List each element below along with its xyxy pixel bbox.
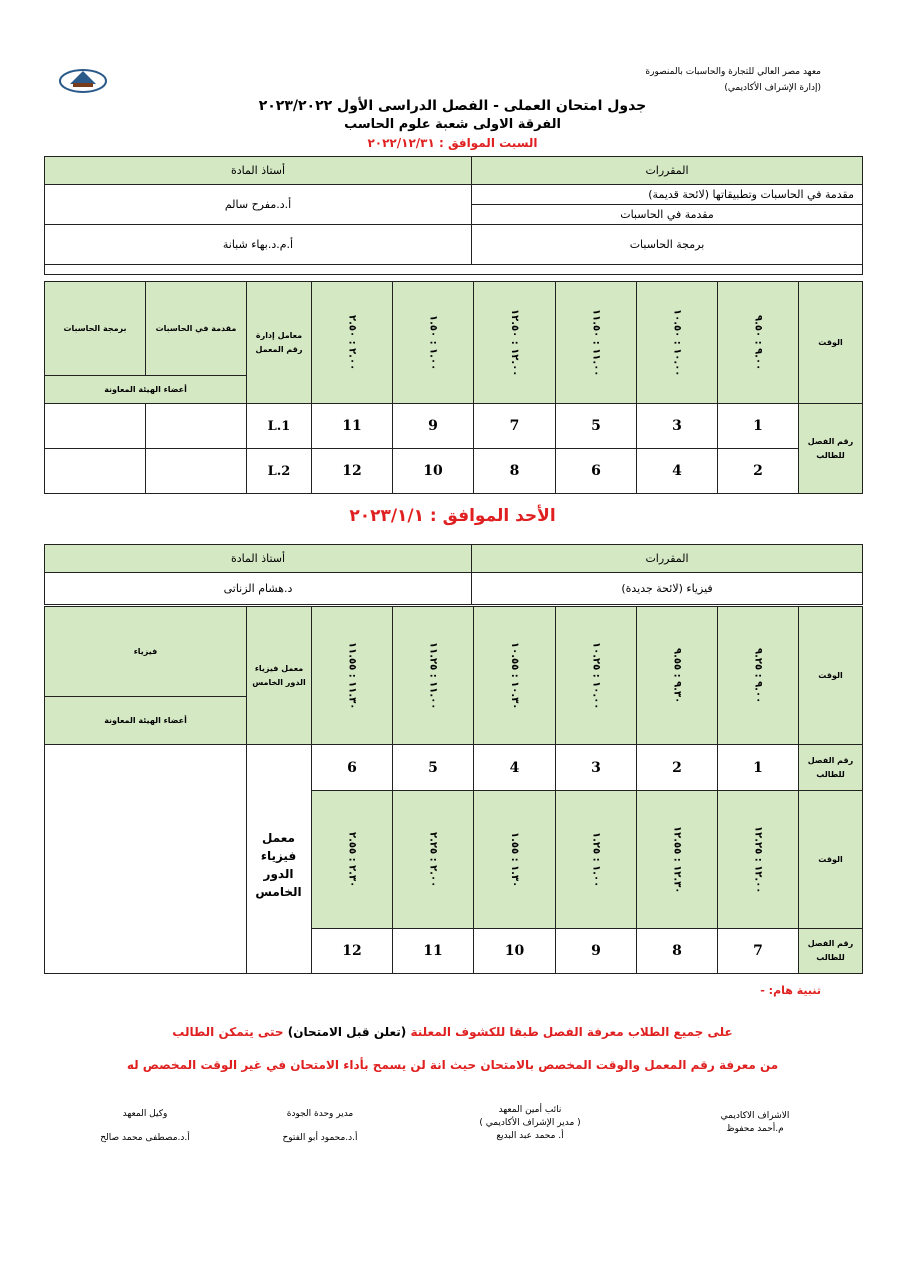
day1-date: السبت الموافق : ٢٠٢٢/١٢/٣١ (367, 136, 538, 150)
class-label-line1: رقم الفصل (807, 436, 854, 446)
staff-cell (45, 404, 146, 449)
time-text: ١٠.٠٠ : ١٠.٢٥ (590, 641, 602, 710)
institute-name: معهد مصر العالي للتجارة والحاسبات بالمنصورة (645, 67, 821, 77)
class-number: 2 (718, 449, 799, 494)
signature-name: أ.د.محمود أبو الفتوح (282, 1133, 358, 1143)
lab-text-line: معمل (262, 831, 295, 845)
staff-cell (146, 449, 247, 494)
time-text: ٢.٠٠ : ٢.٥٠ (346, 314, 358, 371)
notice-title: تنبية هام: - (760, 984, 821, 997)
signature-subtitle: ( مدير الإشراف الأكاديمي ) (479, 1118, 581, 1128)
teacher-header: أستاذ المادة (45, 157, 472, 185)
class-number: 9 (393, 404, 474, 449)
time-text: ١١.٣٠ : ١١.٥٥ (346, 641, 358, 710)
course-1b: مقدمة في الحاسبات (472, 205, 863, 225)
lab-text-line: فيزياء (260, 849, 297, 863)
staff-cell (45, 745, 247, 974)
class-number: 3 (556, 745, 637, 791)
teacher-1: أ.د.مفرح سالم (45, 185, 472, 225)
staff-intro-computers: مقدمة في الحاسبات (146, 282, 247, 376)
time-slot-3 (556, 282, 637, 404)
time-text: ٢.٠٠ : ٢.٢٥ (427, 831, 439, 888)
lab-header-line2: رقم المعمل (255, 344, 303, 354)
lab-text-line: الدور (263, 867, 294, 881)
notice-text: حتى يتمكن الطالب (172, 1025, 288, 1039)
time-text: ١.٣٠ : ١.٥٥ (509, 831, 520, 888)
notice-line1 (0, 1025, 905, 1039)
class-number: 9 (556, 929, 637, 974)
staff-label: أعضاء الهيئة المعاونة (45, 376, 247, 404)
class-number: 2 (637, 745, 718, 791)
time-slot-4 (474, 607, 556, 745)
staff-cell (45, 449, 146, 494)
class-number: 10 (393, 449, 474, 494)
notice-line2: من معرفة رقم المعمل والوقت المخصص بالامتحان حيث انة لن يسمح بأداء الامتحان في غير الوقت المخصص له (126, 1058, 779, 1072)
signature-title: الاشراف الاكاديمي (720, 1111, 790, 1121)
time-slot-6 (312, 607, 393, 745)
lab-header-line2: الدور الخامس (252, 677, 306, 687)
class-number: 8 (474, 449, 556, 494)
signature-title: نائب أمين المعهد (498, 1105, 562, 1115)
day1-schedule-table (44, 281, 863, 494)
time-slot-2 (637, 282, 718, 404)
lab-header (247, 607, 312, 745)
class-number: 1 (718, 404, 799, 449)
signature-title: وكيل المعهد (122, 1109, 168, 1119)
class-number: 4 (637, 449, 718, 494)
class-number: 10 (474, 929, 556, 974)
day2-schedule-table (44, 606, 863, 974)
lab-header (247, 282, 312, 404)
time-slot-12 (312, 791, 393, 929)
teacher-header: أستاذ المادة (45, 545, 472, 573)
courses-header: المقررات (472, 157, 863, 185)
institute-header (645, 64, 821, 96)
courses-header: المقررات (472, 545, 863, 573)
day2-info-table (44, 544, 863, 605)
time-text: ١٠.٣٠ : ١٠.٥٥ (509, 641, 520, 710)
physics-lab-text (246, 800, 311, 930)
time-text: ١٢.٠٠ : ١٢.٢٥ (752, 825, 764, 894)
signature-name: م.أحمد محفوظ (726, 1124, 784, 1134)
institute-logo-icon (58, 66, 108, 94)
time-slot-3 (556, 607, 637, 745)
lab-header-line1: معامل إدارة (255, 330, 303, 340)
time-slot-7 (718, 791, 799, 929)
class-number: 4 (474, 745, 556, 791)
notice-text-bold: (تعلن قبل الامتحان) (287, 1025, 407, 1039)
class-label-line1: رقم الفصل (807, 755, 854, 765)
signature-academic (690, 1110, 820, 1136)
class-number: 6 (556, 449, 637, 494)
class-number: 12 (312, 929, 393, 974)
time-slot-6 (312, 282, 393, 404)
class-number: 6 (312, 745, 393, 791)
staff-physics: فيزياء (45, 607, 247, 697)
class-label (799, 404, 863, 494)
class-number: 5 (393, 745, 474, 791)
class-number: 7 (718, 929, 799, 974)
class-number: 7 (474, 404, 556, 449)
time-text: ١.٠٠ : ١.٥٠ (427, 314, 439, 371)
time-label-2: الوقت (799, 791, 863, 929)
teacher-2: أ.م.د.بهاء شبانة (45, 225, 472, 265)
day2-date: الأحد الموافق : ٢٠٢٣/١/١ (349, 506, 556, 526)
page-subtitle: الفرقة الاولى شعبة علوم الحاسب (344, 117, 561, 132)
time-text: ٩.٠٠ : ٩.٢٥ (752, 647, 764, 704)
class-label-line2: للطالب (816, 450, 845, 460)
class-label (799, 929, 863, 974)
time-text: ١١.٠٠ : ١١.٥٠ (590, 308, 602, 377)
time-slot-5 (393, 607, 474, 745)
notice-text: على جميع الطلاب معرفة الفصل طبقا للكشوف المعلنة (406, 1025, 733, 1039)
signature-quality (255, 1108, 385, 1145)
signature-vice-dean (80, 1108, 210, 1145)
class-label-line1: رقم الفصل (807, 939, 854, 948)
class-number: 8 (637, 929, 718, 974)
lab-number: L.2 (247, 449, 312, 494)
time-text: ٢.٣٠ : ٢.٥٥ (346, 831, 358, 888)
signature-name: أ. محمد عبد البديع (496, 1131, 564, 1141)
time-slot-9 (556, 791, 637, 929)
time-text: ١٢.٣٠ : ١٢.٥٥ (671, 825, 683, 894)
time-slot-4 (474, 282, 556, 404)
time-slot-2 (637, 607, 718, 745)
time-slot-1 (718, 282, 799, 404)
time-slot-1 (718, 607, 799, 745)
time-slot-11 (393, 791, 474, 929)
class-label (799, 745, 863, 791)
time-label: الوقت (799, 607, 863, 745)
course-1a: مقدمة في الحاسبات وتطبيقاتها (لائحة قديمة) (472, 185, 863, 205)
course-2: برمجة الحاسبات (472, 225, 863, 265)
class-number: 12 (312, 449, 393, 494)
day1-info-table (44, 156, 863, 275)
signature-title: مدير وحدة الجودة (286, 1109, 354, 1119)
class-label-line2: للطالب (816, 769, 845, 779)
time-slot-10 (474, 791, 556, 929)
course: فيزياء (لائحة جديدة) (472, 573, 863, 605)
staff-cell (146, 404, 247, 449)
time-slot-8 (637, 791, 718, 929)
class-number: 11 (312, 404, 393, 449)
time-label: الوقت (799, 282, 863, 404)
lab-number: L.1 (247, 404, 312, 449)
institute-department: (إدارة الإشراف الأكاديمي) (724, 83, 821, 93)
time-text: ٩.٠٠ : ٩.٥٠ (752, 314, 764, 371)
spacer-row (45, 265, 863, 275)
time-slot-5 (393, 282, 474, 404)
staff-programming: برمجة الحاسبات (45, 282, 146, 376)
staff-label: أعضاء الهيئة المعاونة (45, 697, 247, 745)
class-number: 11 (393, 929, 474, 974)
time-text: ١٠.٠٠ : ١٠.٥٠ (671, 308, 683, 377)
class-number: 3 (637, 404, 718, 449)
time-text: ٩.٣٠ : ٩.٥٥ (671, 647, 683, 704)
lab-header-line1: معمل فيزياء (254, 663, 304, 673)
signature-deputy (460, 1104, 600, 1143)
time-text: ١٢.٠٠ : ١٢.٥٠ (509, 308, 520, 377)
time-text: ١١.٠٠ : ١١.٢٥ (427, 641, 439, 710)
time-text: ١.٠٠ : ١.٢٥ (590, 831, 602, 888)
class-label-line2: للطالب (816, 953, 845, 962)
class-number: 5 (556, 404, 637, 449)
lab-text-line: الخامس (255, 885, 302, 899)
class-number: 1 (718, 745, 799, 791)
teacher: د.هشام الزناتى (45, 573, 472, 605)
signature-name: أ.د.مصطفى محمد صالح (100, 1133, 190, 1143)
page-title: جدول امتحان العملى - الفصل الدراسى الأول ٢٠٢٣/٢٠٢٢ (258, 98, 647, 114)
